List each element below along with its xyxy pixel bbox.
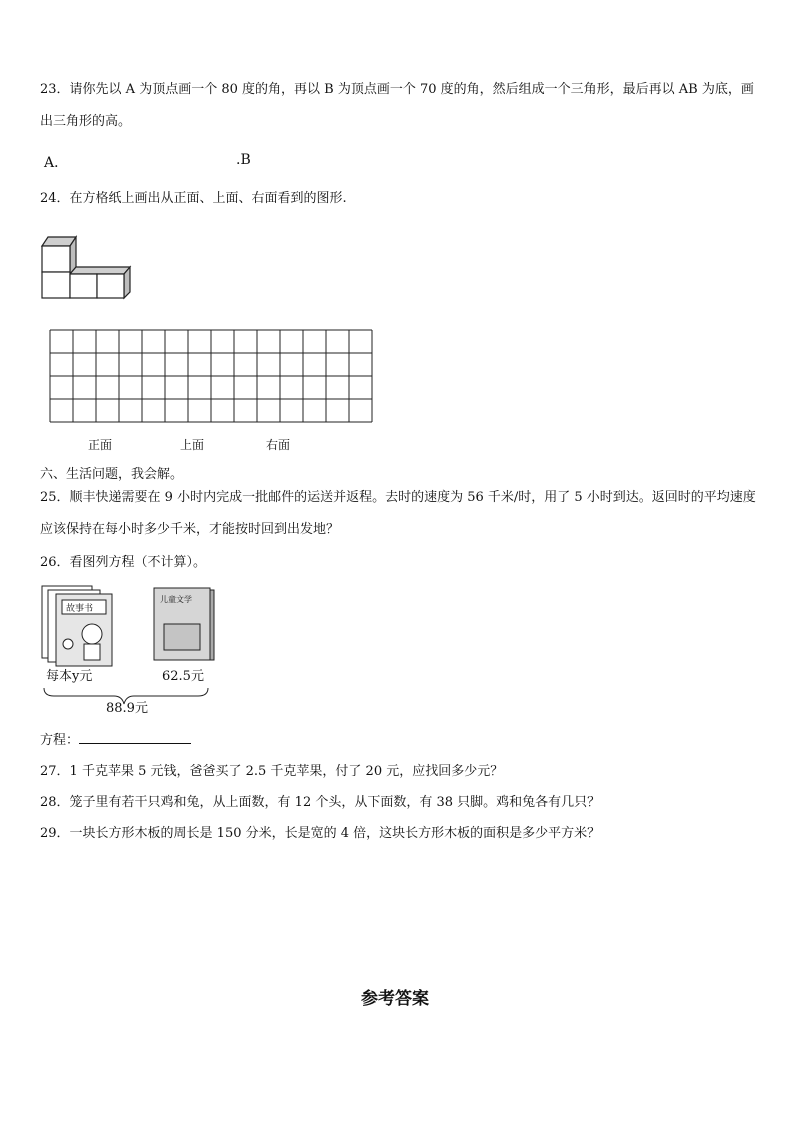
grid-label-right: 右面	[266, 438, 291, 452]
price-each-label: 每本y元	[46, 669, 93, 684]
equation-label: 方程：	[40, 733, 80, 748]
question-28-text: 28．笼子里有若干只鸡和兔，从上面数，有 12 个头，从下面数，有 38 只脚。鸡和兔各有几只？	[40, 795, 601, 810]
storybook-title: 故事书	[66, 604, 94, 614]
question-29-text: 29．一块长方形木板的周长是 150 分米，长是宽的 4 倍，这块长方形木板的面积是多少平方米？	[40, 826, 601, 841]
question-23	[40, 74, 760, 138]
price-single-label: 62.5元	[162, 669, 204, 684]
cube-stack-figure	[40, 234, 135, 300]
literature-book-title: 儿童文学	[160, 595, 192, 604]
books-figure	[38, 582, 238, 716]
grid-label-top: 上面	[180, 438, 205, 452]
equation-answer-blank[interactable]	[79, 731, 191, 744]
cartoon-kid-icon	[82, 624, 102, 644]
question-24-text: 24．在方格纸上画出从正面、上面、右面看到的图形.	[40, 191, 347, 206]
literature-book-picture	[164, 624, 200, 650]
question-26-text: 26．看图列方程（不计算）。	[40, 555, 207, 570]
question-23-text: 23．请你先以 A 为顶点画一个 80 度的角，再以 B 为顶点画一个 70 度的角，然后组成一个三角形，最后再以 AB 为底，画出三角形的高。	[40, 82, 754, 129]
cube-top-face	[70, 267, 130, 274]
question-25-text: 25．顺丰快递需要在 9 小时内完成一批邮件的运送并返程。去时的速度为 56 千米/时，用了 5 小时到达。返回时的平均速度应该保持在每小时多少千米，才能按时回到出发地？	[40, 490, 756, 537]
point-b-label: .B	[236, 152, 251, 168]
grid-paper	[48, 328, 376, 426]
cube-front	[97, 274, 124, 298]
cube-front	[70, 274, 97, 298]
answers-heading: 参考答案	[361, 989, 429, 1009]
grid-label-front: 正面	[88, 438, 113, 452]
cube-front	[42, 272, 70, 298]
question-25	[40, 482, 760, 546]
point-a-label: A．	[44, 155, 69, 171]
question-27-text: 27．1 千克苹果 5 元钱，爸爸买了 2.5 千克苹果，付了 20 元，应找回多少元？	[40, 764, 504, 779]
total-price-label: 88.9元	[106, 701, 148, 716]
cube-front	[42, 246, 70, 272]
equation-row	[40, 729, 191, 748]
section-6-title: 六、生活问题，我会解。	[40, 467, 184, 482]
